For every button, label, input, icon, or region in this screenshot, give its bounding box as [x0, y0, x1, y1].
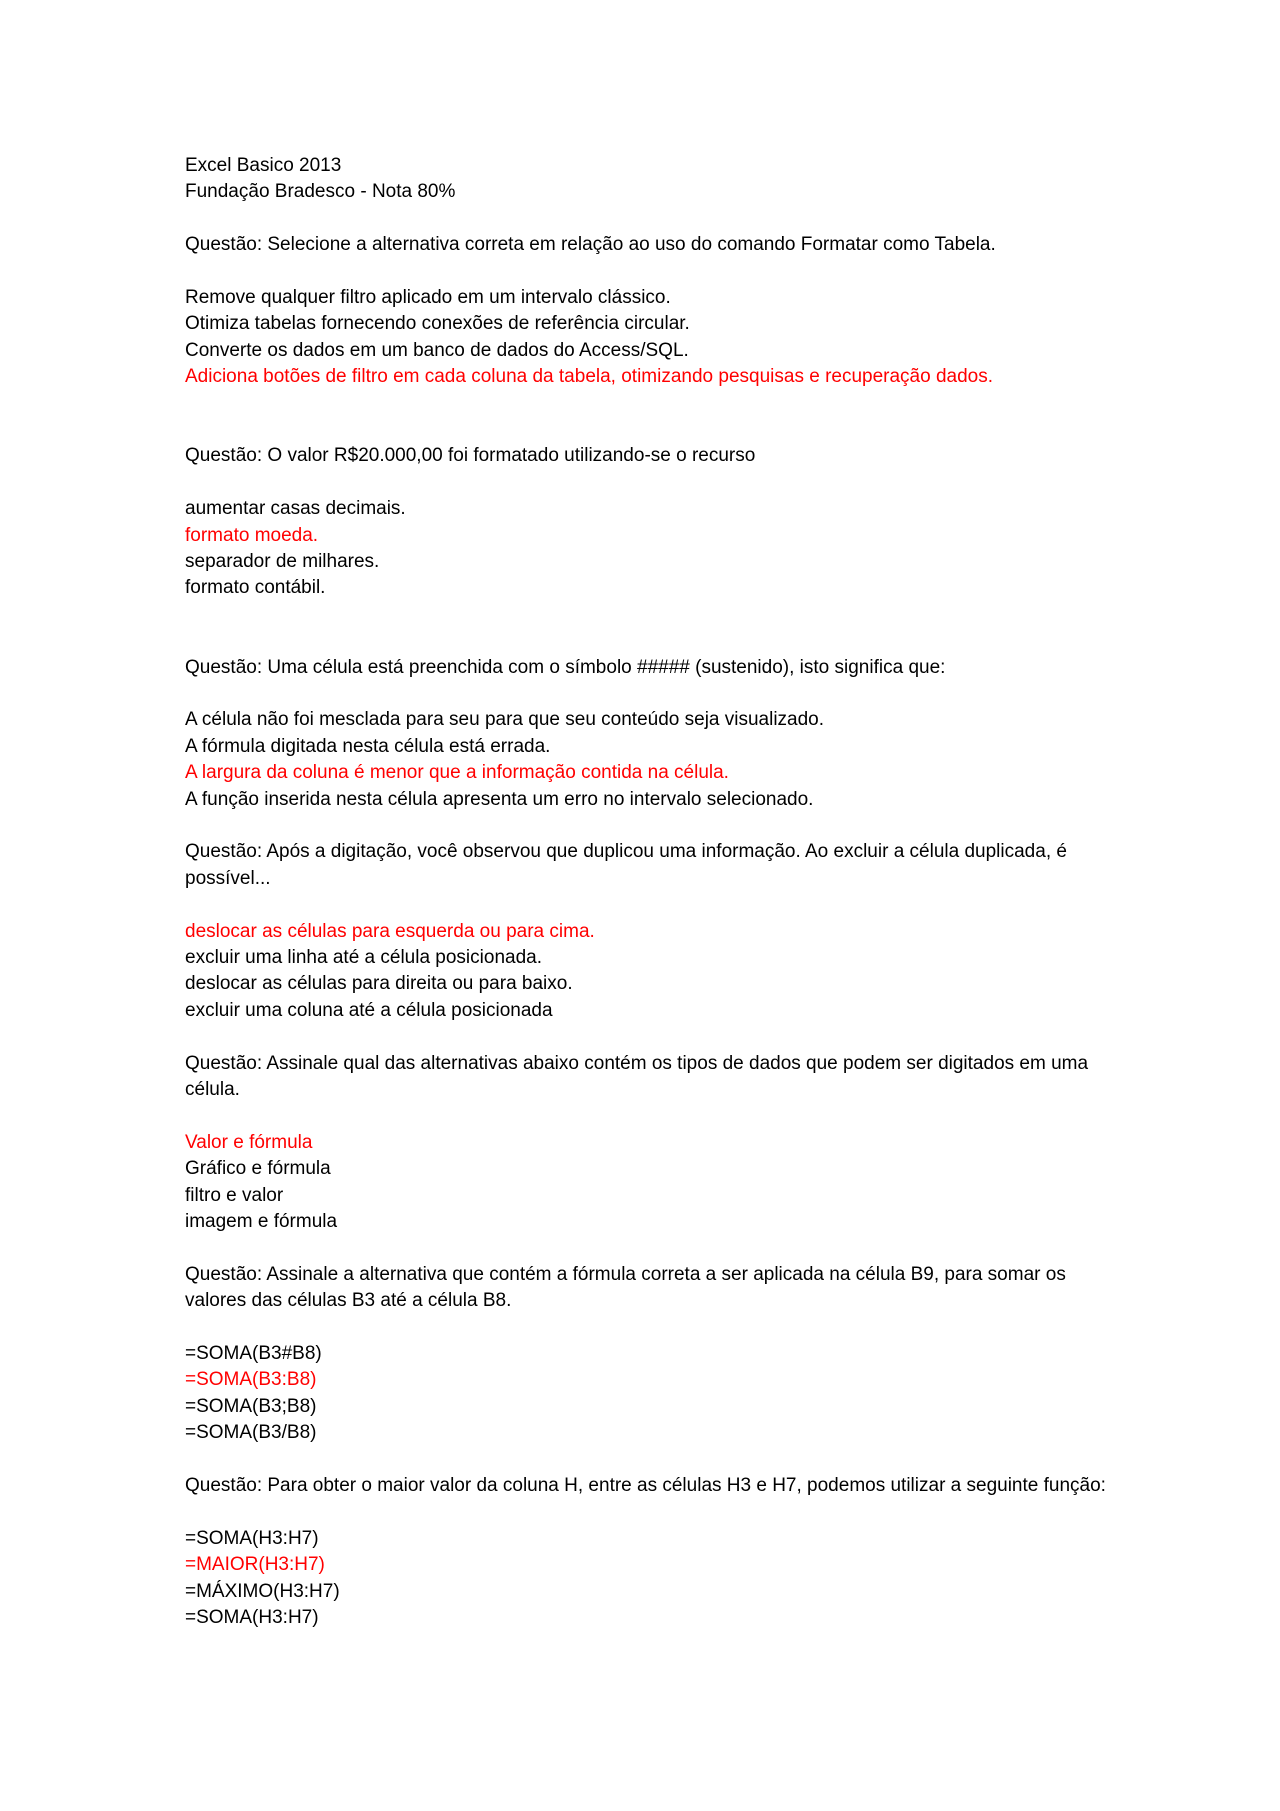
- question-block: [185, 655, 1110, 813]
- spacer: [185, 892, 1110, 918]
- answer-option: Gráfico e fórmula: [185, 1158, 331, 1180]
- question-block: [185, 443, 1110, 601]
- spacer: [185, 417, 1110, 443]
- answer-option: Converte os dados em um banco de dados do Access/SQL.: [185, 339, 689, 361]
- correct-answer-option: Adiciona botões de filtro em cada coluna da tabela, otimizando pesquisas e recuperação dados.: [185, 366, 994, 388]
- spacer: [185, 1315, 1110, 1341]
- question-block: [185, 1262, 1110, 1447]
- question-text: Questão: Selecione a alternativa correta em relação ao uso do comando Formatar como Tabela.: [185, 234, 996, 256]
- answer-option: A célula não foi mesclada para seu para que seu conteúdo seja visualizado.: [185, 709, 825, 731]
- correct-answer-option: A largura da coluna é menor que a informação contida na célula.: [185, 762, 729, 784]
- question-text: Questão: Para obter o maior valor da coluna H, entre as células H3 e H7, podemos utilizar a seguinte função:: [185, 1475, 1106, 1497]
- question-text: Questão: Uma célula está preenchida com o símbolo ##### (sustenido), isto significa que:: [185, 656, 946, 678]
- answer-option: deslocar as células para direita ou para baixo.: [185, 973, 573, 995]
- spacer: [185, 681, 1110, 707]
- spacer: [185, 1235, 1110, 1261]
- answer-option: aumentar casas decimais.: [185, 498, 406, 520]
- answer-option: Remove qualquer filtro aplicado em um intervalo clássico.: [185, 287, 671, 308]
- document-subtitle: Fundação Bradesco - Nota 80%: [185, 181, 456, 203]
- spacer: [185, 813, 1110, 839]
- spacer: [185, 1103, 1110, 1129]
- spacer: [185, 206, 1110, 232]
- answer-option: =SOMA(H3:H7): [185, 1607, 319, 1629]
- question-text: Questão: O valor R$20.000,00 foi formatado utilizando-se o recurso: [185, 445, 756, 467]
- spacer: [185, 470, 1110, 496]
- question-block: [185, 232, 1110, 390]
- answer-option: formato contábil.: [185, 577, 326, 599]
- answer-option: =SOMA(B3#B8): [185, 1343, 322, 1365]
- spacer: [185, 391, 1110, 417]
- answer-option: A fórmula digitada nesta célula está errada.: [185, 735, 551, 757]
- answer-option: excluir uma linha até a célula posicionada.: [185, 947, 542, 969]
- answer-option: separador de milhares.: [185, 551, 380, 573]
- answer-option: excluir uma coluna até a célula posicionada: [185, 999, 553, 1021]
- answer-option: imagem e fórmula: [185, 1211, 338, 1233]
- spacer: [185, 1499, 1110, 1525]
- spacer: [185, 259, 1110, 285]
- spacer: [185, 1024, 1110, 1050]
- question-block: [185, 1473, 1110, 1631]
- spacer: [185, 628, 1110, 654]
- question-block: [185, 1051, 1110, 1236]
- answer-option: Otimiza tabelas fornecendo conexões de referência circular.: [185, 313, 690, 335]
- correct-answer-option: =MAIOR(H3:H7): [185, 1554, 325, 1576]
- document-title: Excel Basico 2013: [185, 155, 342, 176]
- spacer: [185, 1447, 1110, 1473]
- answer-option: =SOMA(H3:H7): [185, 1527, 319, 1549]
- question-text: Questão: Após a digitação, você observou que duplicou uma informação. Ao excluir a célula duplicada, é possível...: [185, 841, 1067, 889]
- correct-answer-option: Valor e fórmula: [185, 1131, 313, 1153]
- answer-option: =SOMA(B3;B8): [185, 1395, 317, 1417]
- question-text: Questão: Assinale a alternativa que contém a fórmula correta a ser aplicada na célula B9, para somar os valores das células B3 até a célula B8.: [185, 1263, 1066, 1312]
- correct-answer-option: deslocar as células para esquerda ou para cima.: [185, 920, 595, 942]
- answer-option: filtro e valor: [185, 1184, 284, 1206]
- answer-option: =SOMA(B3/B8): [185, 1422, 317, 1444]
- question-text: Questão: Assinale qual das alternativas abaixo contém os tipos de dados que podem ser digitados em uma célula.: [185, 1052, 1089, 1101]
- answer-option: =MÁXIMO(H3:H7): [185, 1580, 340, 1602]
- answer-option: A função inserida nesta célula apresenta um erro no intervalo selecionado.: [185, 788, 814, 810]
- document-body: [185, 153, 1110, 1632]
- question-block: [185, 839, 1110, 1024]
- correct-answer-option: formato moeda.: [185, 524, 319, 546]
- correct-answer-option: =SOMA(B3:B8): [185, 1369, 317, 1391]
- spacer: [185, 602, 1110, 628]
